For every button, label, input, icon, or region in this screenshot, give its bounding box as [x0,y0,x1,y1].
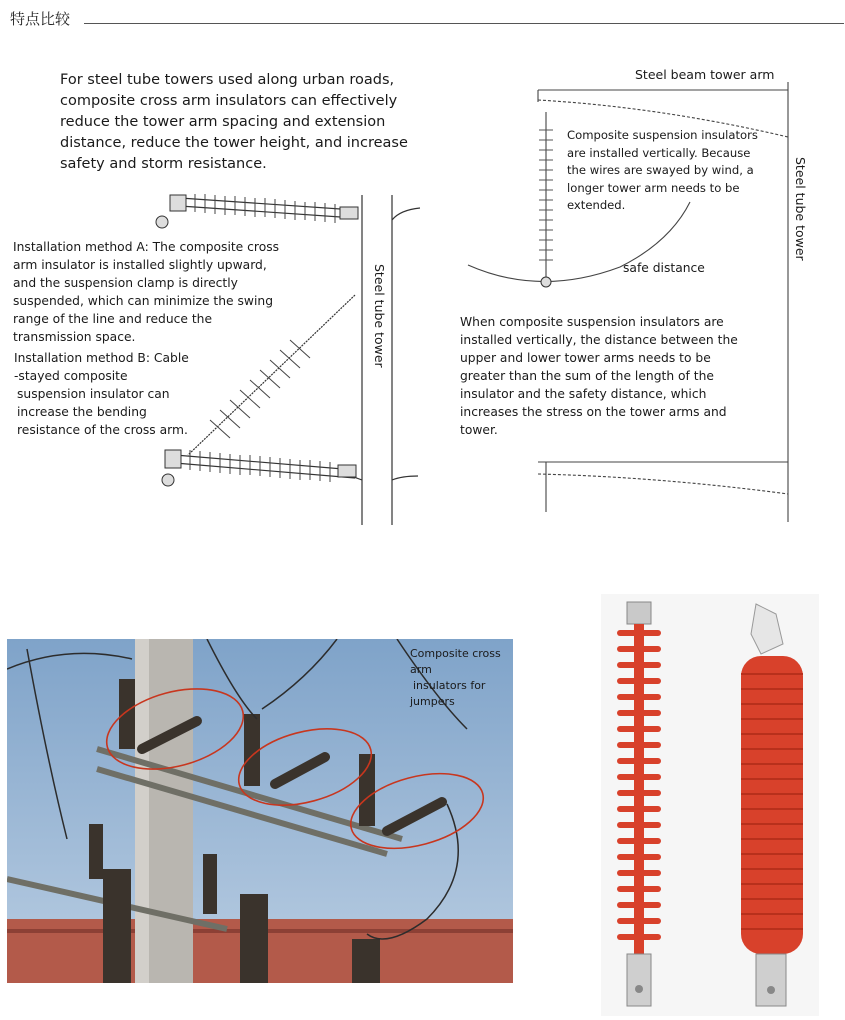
left-tower-label: Steel tube tower [372,264,387,368]
callout-line-2: arm [410,663,432,676]
method-b-line-1: Installation method B: Cable [14,351,189,365]
cross-arm-photo [7,639,513,983]
suspension-note: Composite suspension insulators are installed vertically. Because the wires are swayed by wind, a longer tower arm needs to be extended. [567,128,758,212]
method-b-line-5: resistance of the cross arm. [17,423,188,437]
insulator-product-photo [601,594,819,1016]
callout-line-4: jumpers [410,695,455,708]
vertical-note: When composite suspension insulators are installed vertically, the distance between the upper and lower tower arms needs to be greater than the sum of the length of the insulator and the safety distance, which increases the stress on the tower arms and tower. [460,315,738,437]
method-a-text: Installation method A: The composite cross arm insulator is installed slightly upward, and the suspension clamp is directly suspended, which can minimize the swing range of the line and reduce the transmission space. [13,240,280,344]
method-b-line-3: suspension insulator can [17,387,170,401]
intro-paragraph: For steel tube towers used along urban roads, composite cross arm insulators can effectively reduce the tower arm spacing and extension distance, reduce the tower height, and increase safety and storm resistance. [60,72,408,172]
callout-line-1: Composite cross [410,647,501,660]
beam-label: Steel beam tower arm [635,67,775,82]
method-b-text [14,349,214,439]
safe-distance-label: safe distance [623,261,705,275]
section-title: 特点比较 [10,10,71,28]
callout-line-3: insulators for [413,679,486,692]
method-b-line-4: increase the bending [17,405,147,419]
title-divider [84,23,844,24]
method-b-line-2: -stayed composite [14,369,128,383]
jumper-callout [410,646,510,710]
right-tower-label: Steel tube tower [793,157,808,261]
